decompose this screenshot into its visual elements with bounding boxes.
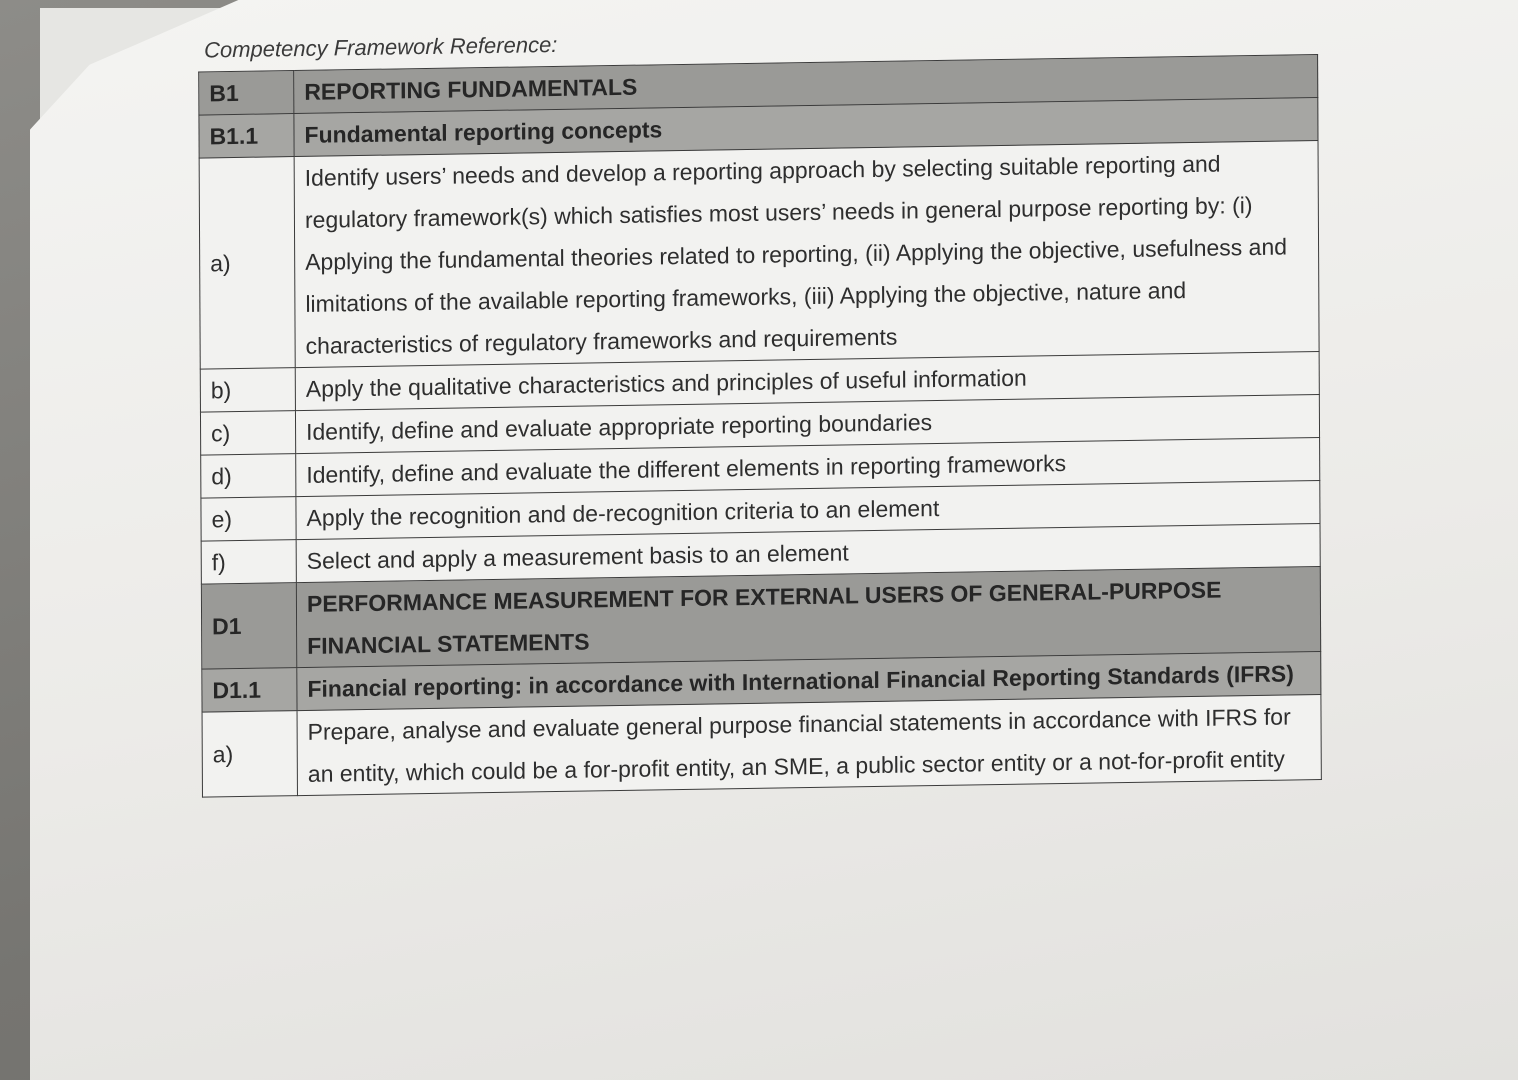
document-content xyxy=(170,18,1334,798)
row-code: B1 xyxy=(199,71,294,115)
page-heading: Competency Framework Reference: xyxy=(204,31,558,63)
row-code: e) xyxy=(201,497,296,541)
row-code: a) xyxy=(199,157,295,370)
row-description: Apply the qualitative characteristics and principles of useful information xyxy=(295,351,1319,410)
row-code: c) xyxy=(200,411,295,455)
row-code: d) xyxy=(201,454,296,498)
competency-table xyxy=(198,54,1322,798)
row-description: Prepare, analyse and evaluate general purpose financial statements in accordance with IFRS for an entity, which could be a for-profit entity, an SME, a public sector entity or a not-for-profit entity xyxy=(297,695,1321,796)
row-description: PERFORMANCE MEASUREMENT FOR EXTERNAL USERS OF GENERAL-PURPOSE FINANCIAL STATEMENTS xyxy=(296,566,1320,667)
row-description: Identify users’ needs and develop a reporting approach by selecting suitable reporting and regulatory framework(s) which satisfies most users’ needs in general purpose reporting by: (i) Applying the fundamental theories related to reporting, (ii) Applying the objective, usefulness and limitations of the available reporting frameworks, (iii) Applying the objective, nature and characteristics of regulatory frameworks and requirements xyxy=(294,140,1319,367)
row-code: B1.1 xyxy=(199,114,294,158)
row-code: D1.1 xyxy=(202,668,297,712)
row-description: Identify, define and evaluate appropriate reporting boundaries xyxy=(295,394,1319,453)
table-row xyxy=(199,140,1319,369)
row-description: Financial reporting: in accordance with International Financial Reporting Standards (IFRS) xyxy=(297,652,1321,711)
row-description: Select and apply a measurement basis to an element xyxy=(296,523,1320,582)
row-code: b) xyxy=(200,368,295,412)
row-description: REPORTING FUNDAMENTALS xyxy=(294,54,1318,113)
row-description: Apply the recognition and de-recognition criteria to an element xyxy=(296,480,1320,539)
row-code: D1 xyxy=(201,583,296,669)
row-code: f) xyxy=(201,540,296,584)
table-row xyxy=(202,695,1321,798)
row-description: Identify, define and evaluate the different elements in reporting frameworks xyxy=(296,437,1320,496)
row-code: a) xyxy=(202,711,297,797)
row-description: Fundamental reporting concepts xyxy=(294,97,1318,156)
